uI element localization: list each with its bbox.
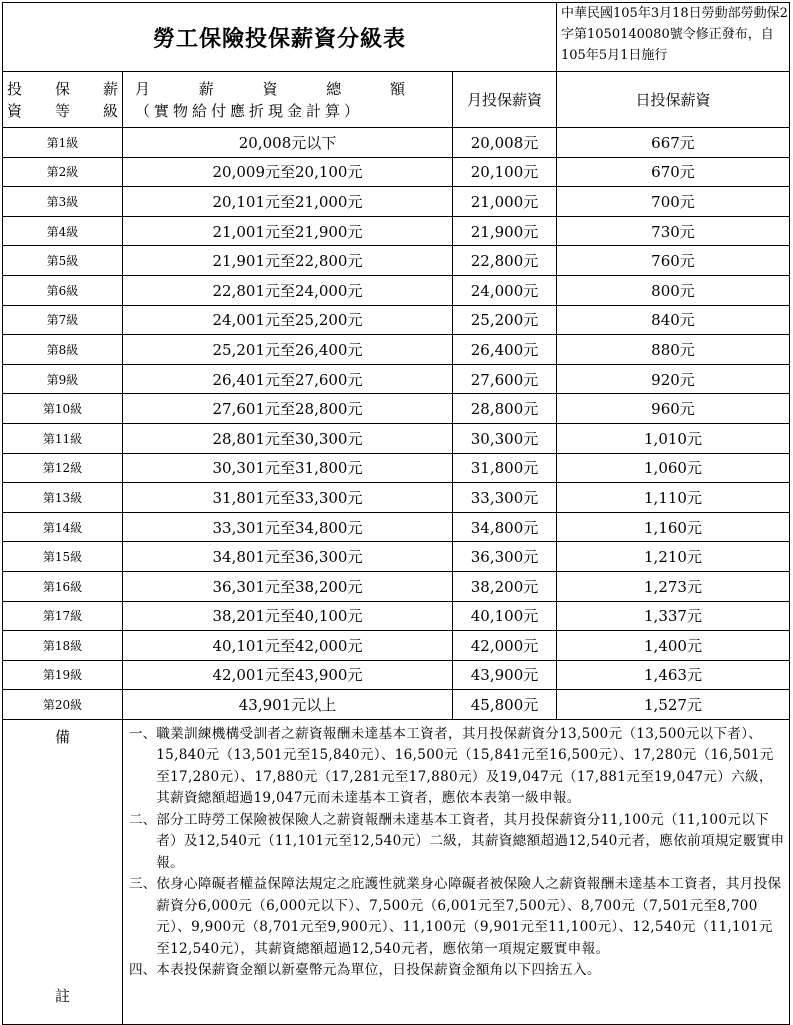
table-row [3, 157, 790, 187]
header-daily: 日投保薪資 [557, 72, 790, 128]
monthly-insured-salary-cell: 33,300元 [453, 483, 557, 513]
salary-range-cell: 20,009元至20,100元 [123, 157, 453, 187]
grade-cell: 第19級 [3, 660, 123, 690]
daily-insured-salary-cell: 700元 [557, 187, 790, 217]
grade-cell: 第12級 [3, 453, 123, 483]
monthly-insured-salary-cell: 20,008元 [453, 128, 557, 158]
daily-insured-salary-cell: 1,463元 [557, 660, 790, 690]
header-grade-char: 投 [7, 79, 23, 98]
daily-insured-salary-cell: 960元 [557, 394, 790, 424]
remark-number: 四、 [129, 962, 157, 979]
header-grade [3, 72, 123, 128]
daily-insured-salary-cell: 880元 [557, 335, 790, 365]
monthly-insured-salary-cell: 30,300元 [453, 423, 557, 453]
header-range-subtitle: （實物給付應折現金計算） [135, 101, 364, 120]
table-row [3, 394, 790, 424]
table-row [3, 128, 790, 158]
table-row [3, 453, 790, 483]
monthly-insured-salary-cell: 27,600元 [453, 364, 557, 394]
salary-range-cell: 30,301元至31,800元 [123, 453, 453, 483]
daily-insured-salary-cell: 1,273元 [557, 571, 790, 601]
monthly-insured-salary-cell: 24,000元 [453, 275, 557, 305]
grade-cell: 第11級 [3, 423, 123, 453]
table-row [3, 571, 790, 601]
monthly-insured-salary-cell: 40,100元 [453, 601, 557, 631]
daily-insured-salary-cell: 1,337元 [557, 601, 790, 631]
table-row [3, 187, 790, 217]
salary-range-cell: 28,801元至30,300元 [123, 423, 453, 453]
salary-grade-table [2, 2, 790, 1025]
daily-insured-salary-cell: 800元 [557, 275, 790, 305]
grade-cell: 第17級 [3, 601, 123, 631]
monthly-insured-salary-cell: 20,100元 [453, 157, 557, 187]
monthly-insured-salary-cell: 21,900元 [453, 216, 557, 246]
remark-item [129, 960, 785, 982]
salary-range-cell: 27,601元至28,800元 [123, 394, 453, 424]
remarks-label-top: 備 [54, 727, 70, 746]
grade-cell: 第7級 [3, 305, 123, 335]
monthly-insured-salary-cell: 42,000元 [453, 631, 557, 661]
salary-range-cell: 33,301元至34,800元 [123, 512, 453, 542]
daily-insured-salary-cell: 1,060元 [557, 453, 790, 483]
table-row [3, 512, 790, 542]
remark-number: 一、 [129, 725, 157, 742]
remark-item [129, 874, 785, 960]
remark-item [129, 810, 785, 875]
table-row [3, 483, 790, 513]
grade-cell: 第4級 [3, 216, 123, 246]
header-grade-char: 薪 [102, 79, 118, 98]
salary-range-cell: 25,201元至26,400元 [123, 335, 453, 365]
table-row [3, 364, 790, 394]
daily-insured-salary-cell: 730元 [557, 216, 790, 246]
table-row [3, 601, 790, 631]
daily-insured-salary-cell: 670元 [557, 157, 790, 187]
remark-text: 本表投保薪資金額以新臺幣元為單位，日投保薪資金額角以下四捨五入。 [156, 962, 601, 979]
header-salary-range [123, 72, 453, 128]
grade-cell: 第13級 [3, 483, 123, 513]
remarks-content [123, 719, 790, 1024]
header-monthly: 月投保薪資 [453, 72, 557, 128]
monthly-insured-salary-cell: 31,800元 [453, 453, 557, 483]
grade-cell: 第15級 [3, 542, 123, 572]
monthly-insured-salary-cell: 34,800元 [453, 512, 557, 542]
table-row [3, 305, 790, 335]
remark-text: 職業訓練機構受訓者之薪資報酬未達基本工資者，其月投保薪資分13,500元（13,500元以下者）、15,840元（13,501元至15,840元）、16,500元（15,841元至16,500元）、17,280元（16,501元至17,280元）、17,880元（17,281元至17,880元）及19,047元（17,881元至19,047元）六級，其薪資總額超過19,047元而未達基本工資者，應依本表第一級申報。 [156, 725, 774, 807]
grade-cell: 第10級 [3, 394, 123, 424]
page-title: 勞工保險投保薪資分級表 [3, 3, 557, 72]
grade-cell: 第2級 [3, 157, 123, 187]
daily-insured-salary-cell: 760元 [557, 246, 790, 276]
grade-cell: 第9級 [3, 364, 123, 394]
daily-insured-salary-cell: 667元 [557, 128, 790, 158]
promulgation-note: 中華民國105年3月18日勞動部勞動保2字第1050140080號令修正發布，自105年5月1日施行 [557, 3, 790, 72]
daily-insured-salary-cell: 920元 [557, 364, 790, 394]
salary-range-cell: 24,001元至25,200元 [123, 305, 453, 335]
grade-cell: 第18級 [3, 631, 123, 661]
table-row [3, 246, 790, 276]
grade-cell: 第20級 [3, 690, 123, 720]
daily-insured-salary-cell: 1,400元 [557, 631, 790, 661]
remarks-label-bottom: 註 [54, 986, 70, 1005]
table-row [3, 631, 790, 661]
monthly-insured-salary-cell: 22,800元 [453, 246, 557, 276]
daily-insured-salary-cell: 840元 [557, 305, 790, 335]
daily-insured-salary-cell: 1,010元 [557, 423, 790, 453]
salary-range-cell: 20,008元以下 [123, 128, 453, 158]
monthly-insured-salary-cell: 43,900元 [453, 660, 557, 690]
salary-range-cell: 38,201元至40,100元 [123, 601, 453, 631]
salary-range-cell: 42,001元至43,900元 [123, 660, 453, 690]
table-row [3, 335, 790, 365]
grade-cell: 第14級 [3, 512, 123, 542]
header-range-char: 資 [262, 79, 278, 98]
salary-range-cell: 43,901元以上 [123, 690, 453, 720]
remark-number: 三、 [129, 876, 157, 893]
salary-range-cell: 34,801元至36,300元 [123, 542, 453, 572]
daily-insured-salary-cell: 1,210元 [557, 542, 790, 572]
salary-range-cell: 21,901元至22,800元 [123, 246, 453, 276]
header-range-char: 總 [326, 79, 342, 98]
salary-range-cell: 26,401元至27,600元 [123, 364, 453, 394]
header-range-char: 月 [135, 79, 151, 98]
header-range-char: 額 [389, 79, 405, 98]
daily-insured-salary-cell: 1,527元 [557, 690, 790, 720]
grade-cell: 第6級 [3, 275, 123, 305]
salary-range-cell: 22,801元至24,000元 [123, 275, 453, 305]
monthly-insured-salary-cell: 26,400元 [453, 335, 557, 365]
header-grade-char: 級 [102, 101, 118, 120]
salary-range-cell: 40,101元至42,000元 [123, 631, 453, 661]
table-row [3, 690, 790, 720]
table-row [3, 275, 790, 305]
table-row [3, 423, 790, 453]
grade-cell: 第1級 [3, 128, 123, 158]
salary-range-cell: 21,001元至21,900元 [123, 216, 453, 246]
grade-cell: 第3級 [3, 187, 123, 217]
salary-range-cell: 31,801元至33,300元 [123, 483, 453, 513]
header-range-char: 薪 [198, 79, 214, 98]
salary-range-cell: 36,301元至38,200元 [123, 571, 453, 601]
salary-range-cell: 20,101元至21,000元 [123, 187, 453, 217]
table-row [3, 660, 790, 690]
remark-text: 部分工時勞工保險被保險人之薪資報酬未達基本工資者，其月投保薪資分11,100元（11,100元以下者）及12,540元（11,101元至12,540元）二級，其薪資總額超過12,540元者，應依前項規定覈實申報。 [156, 811, 785, 871]
header-grade-char: 資 [7, 101, 23, 120]
grade-cell: 第8級 [3, 335, 123, 365]
remark-text: 依身心障礙者權益保障法規定之庇護性就業身心障礙者被保險人之薪資報酬未達基本工資者，其月投保薪資分6,000元（6,000元以下）、7,500元（6,001元至7,500元）、8,700元（7,501元至8,700元）、9,900元（8,701元至9,900元）、11,100元（9,901元至11,100元）、12,540元（11,101元至12,540元），其薪資總額超過12,540元者，應依第一項規定覈實申報。 [156, 876, 782, 957]
grade-cell: 第16級 [3, 571, 123, 601]
monthly-insured-salary-cell: 45,800元 [453, 690, 557, 720]
monthly-insured-salary-cell: 36,300元 [453, 542, 557, 572]
monthly-insured-salary-cell: 25,200元 [453, 305, 557, 335]
table-row [3, 216, 790, 246]
grade-cell: 第5級 [3, 246, 123, 276]
header-grade-char: 等 [54, 101, 70, 120]
daily-insured-salary-cell: 1,160元 [557, 512, 790, 542]
monthly-insured-salary-cell: 28,800元 [453, 394, 557, 424]
header-grade-char: 保 [54, 79, 70, 98]
monthly-insured-salary-cell: 38,200元 [453, 571, 557, 601]
monthly-insured-salary-cell: 21,000元 [453, 187, 557, 217]
table-row [3, 542, 790, 572]
remark-number: 二、 [129, 811, 157, 828]
remarks-label [3, 719, 123, 1024]
remark-item [129, 724, 785, 810]
daily-insured-salary-cell: 1,110元 [557, 483, 790, 513]
